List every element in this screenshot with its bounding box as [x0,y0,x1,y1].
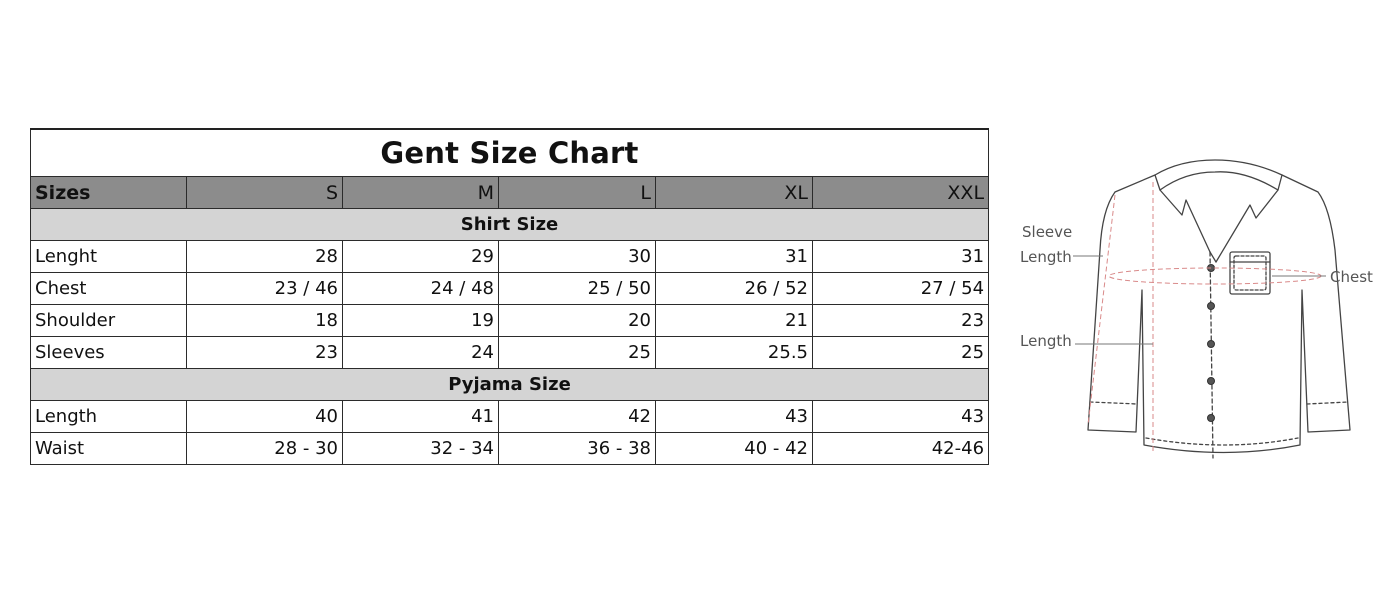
shirt-button [1208,378,1215,385]
header-size-l: L [499,177,656,209]
length-label: Length [1020,332,1072,350]
table-cell: 40 [187,401,343,433]
row-label: Lenght [31,241,187,273]
table-cell: 25 [499,337,656,369]
size-chart-table [30,128,989,465]
table-cell: 43 [813,401,989,433]
table-cell: 28 [187,241,343,273]
table-cell: 20 [499,305,656,337]
table-cell: 31 [813,241,989,273]
table-row [31,241,989,273]
table-row [31,337,989,369]
table-cell: 23 [187,337,343,369]
title-row [31,129,989,177]
header-size-m: M [343,177,499,209]
row-label: Shoulder [31,305,187,337]
chest-label: Chest [1330,268,1373,286]
row-label: Waist [31,433,187,465]
table-cell: 27 / 54 [813,273,989,305]
sleeve-length-label-1: Sleeve [1022,223,1073,241]
shirt-diagram [1010,140,1390,470]
table-cell: 24 [343,337,499,369]
shirt-button [1208,415,1215,422]
table-cell: 26 / 52 [656,273,813,305]
table-cell: 43 [656,401,813,433]
table-cell: 28 - 30 [187,433,343,465]
header-size-xxl: XXL [813,177,989,209]
header-size-s: S [187,177,343,209]
page-title: Gent Size Chart [31,129,989,177]
table-row [31,273,989,305]
header-sizes-label: Sizes [31,177,187,209]
header-row [31,177,989,209]
table-cell: 25.5 [656,337,813,369]
table-cell: 24 / 48 [343,273,499,305]
table-cell: 25 / 50 [499,273,656,305]
section-title-shirt: Shirt Size [31,209,989,241]
table-row [31,401,989,433]
table-cell: 23 [813,305,989,337]
section-row-shirt [31,209,989,241]
table-cell: 42 [499,401,656,433]
row-label: Chest [31,273,187,305]
section-title-pyjama: Pyjama Size [31,369,989,401]
table-cell: 36 - 38 [499,433,656,465]
table-row [31,433,989,465]
shirt-button [1208,341,1215,348]
table-cell: 30 [499,241,656,273]
table-cell: 29 [343,241,499,273]
table-cell: 41 [343,401,499,433]
table-cell: 23 / 46 [187,273,343,305]
shirt-icon [1088,160,1350,458]
table-row [31,305,989,337]
table-cell: 19 [343,305,499,337]
table-cell: 40 - 42 [656,433,813,465]
table-cell: 31 [656,241,813,273]
table-cell: 25 [813,337,989,369]
table-cell: 32 - 34 [343,433,499,465]
table-cell: 21 [656,305,813,337]
row-label: Sleeves [31,337,187,369]
header-size-xl: XL [656,177,813,209]
row-label: Length [31,401,187,433]
section-row-pyjama [31,369,989,401]
table-cell: 42-46 [813,433,989,465]
sleeve-length-label-2: Length [1020,248,1072,266]
shirt-button [1208,303,1215,310]
table-cell: 18 [187,305,343,337]
